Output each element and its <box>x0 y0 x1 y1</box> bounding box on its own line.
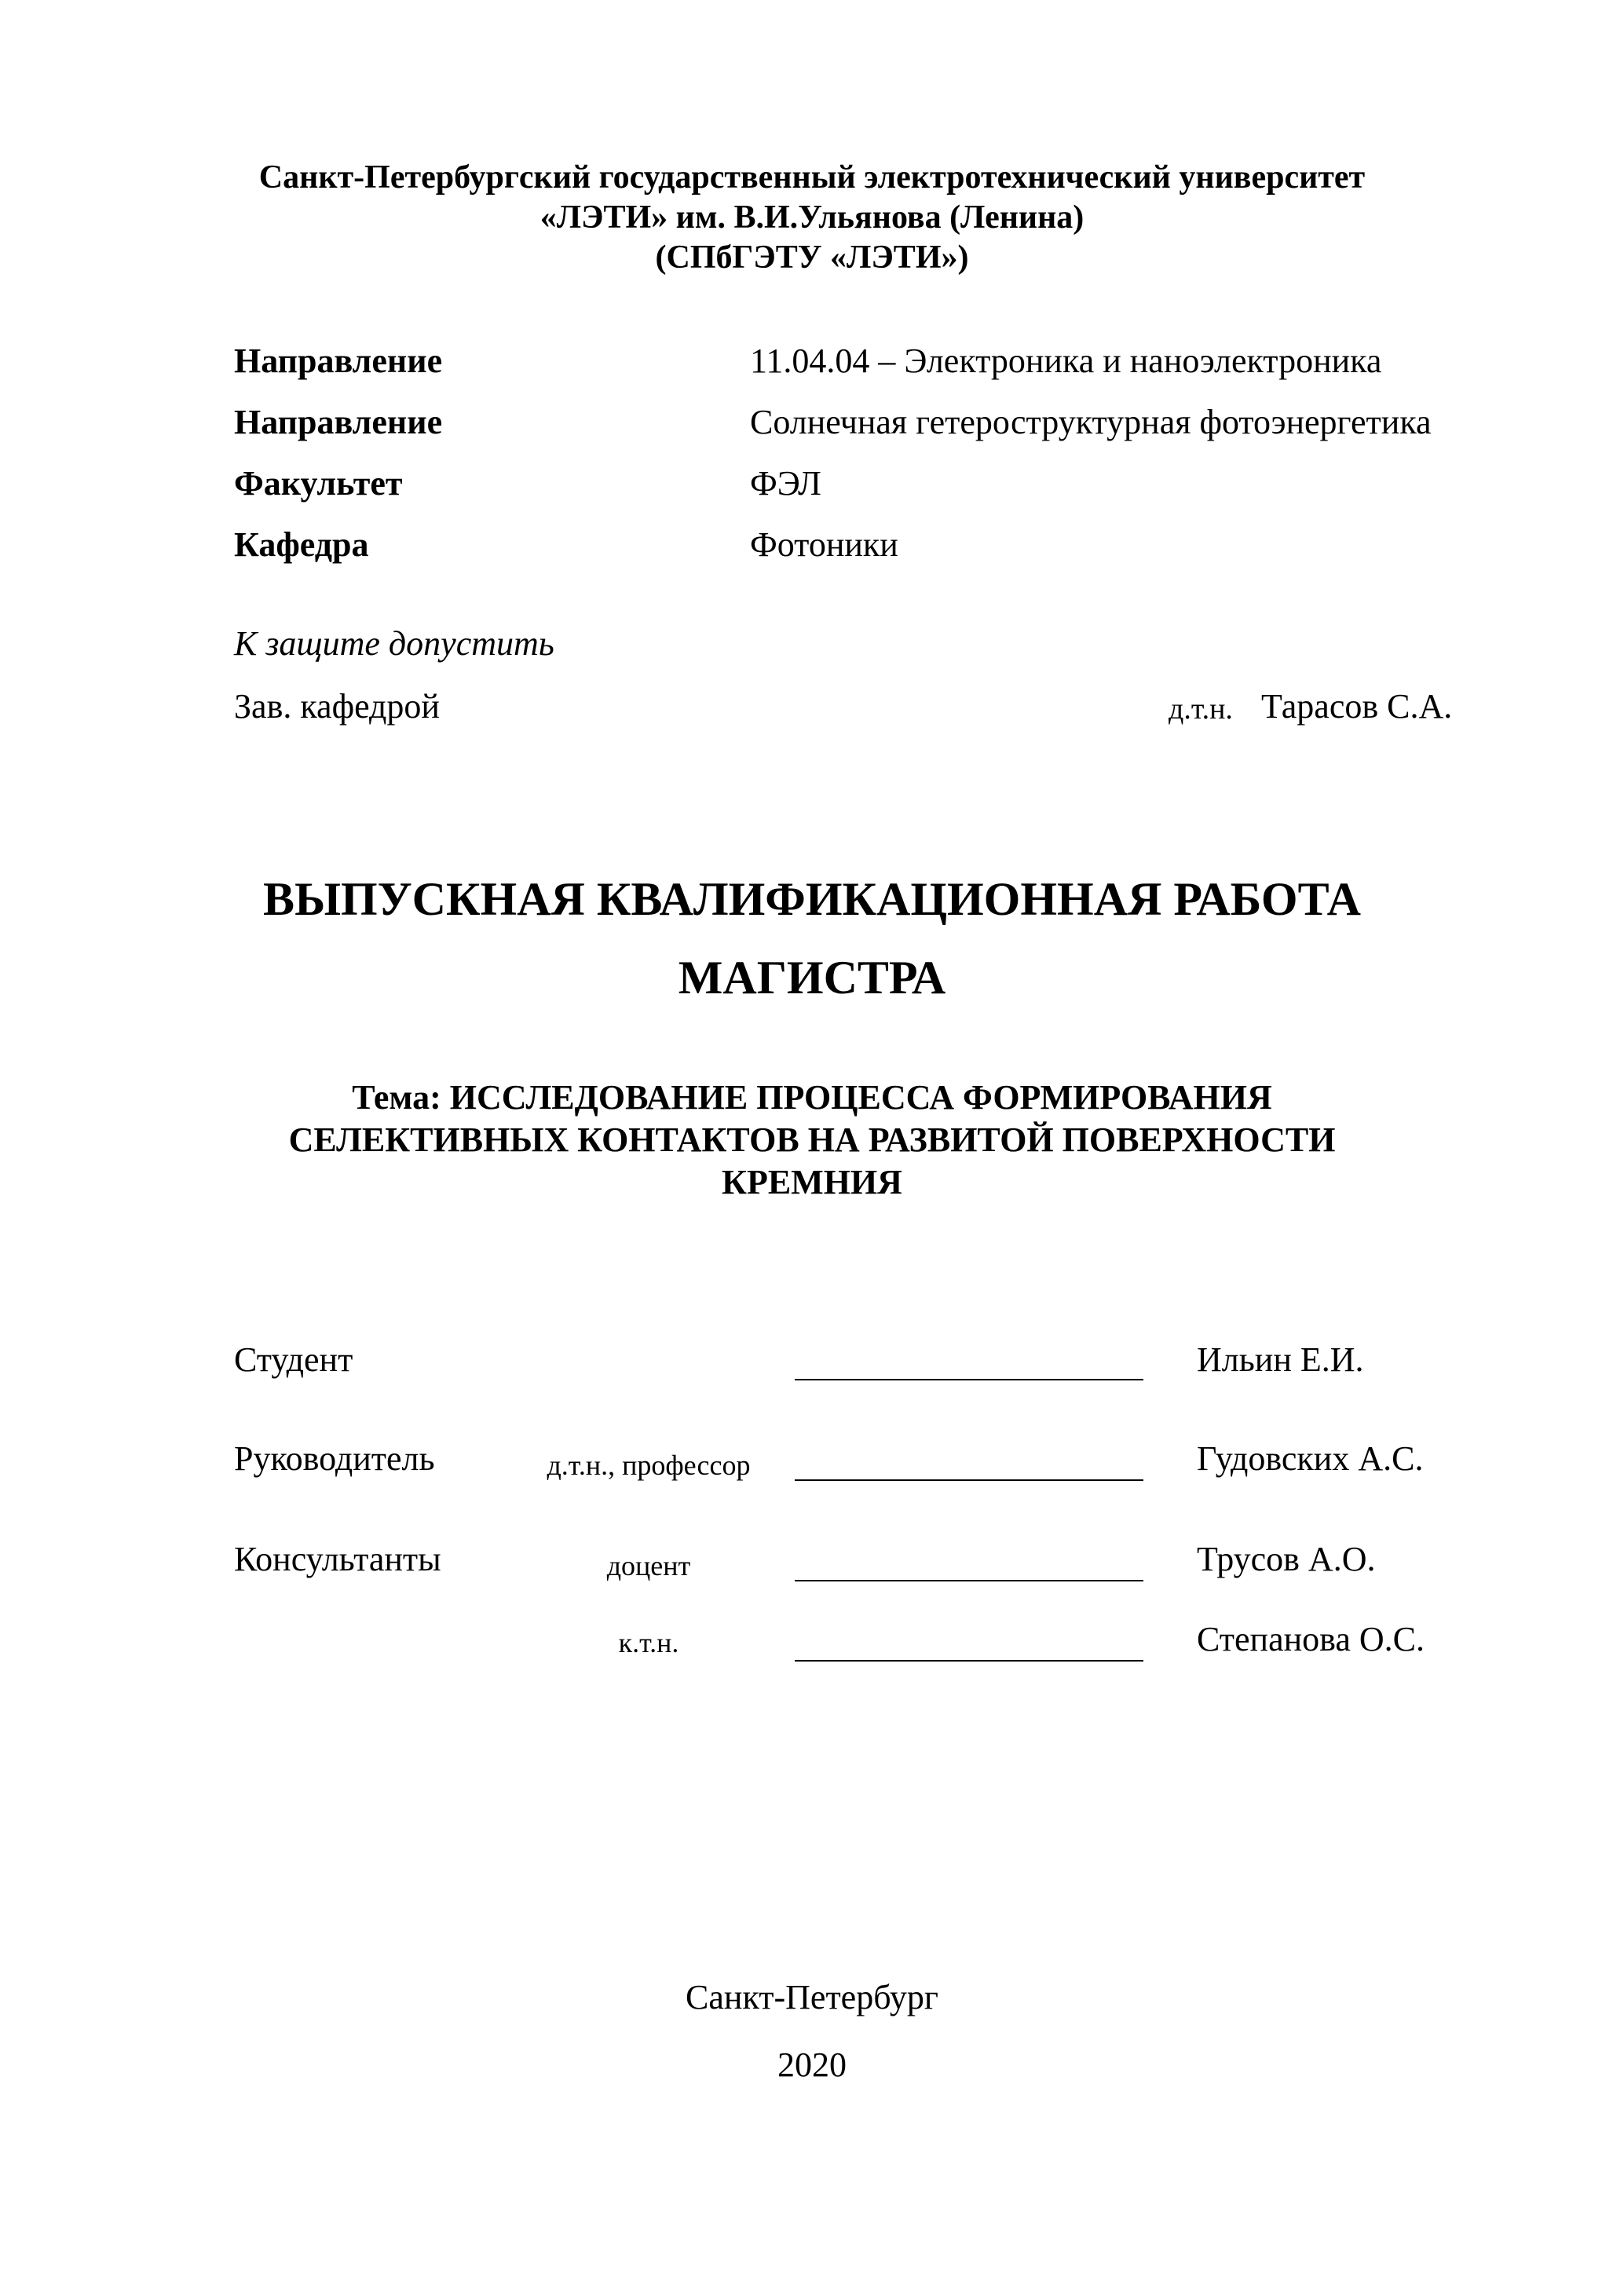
signature-degree-supervisor: д.т.н., профессор <box>547 1450 751 1481</box>
info-value-faculty: ФЭЛ <box>750 464 821 503</box>
info-label-department: Кафедра <box>234 525 369 564</box>
info-value-direction: 11.04.04 – Электроника и наноэлектроника <box>750 342 1382 380</box>
document-title-line1: ВЫПУСКНАЯ КВАЛИФИКАЦИОННАЯ РАБОТА <box>263 873 1361 925</box>
signature-line-student <box>795 1379 1143 1380</box>
signature-role-student: Студент <box>234 1340 353 1379</box>
signature-role-supervisor: Руководитель <box>234 1439 435 1478</box>
signature-name-student: Ильин Е.И. <box>1197 1340 1364 1379</box>
university-abbreviation: (СПбГЭТУ «ЛЭТИ») <box>655 239 969 276</box>
info-value-profile: Солнечная гетероструктурная фотоэнергетика <box>750 403 1432 441</box>
info-label-faculty: Факультет <box>234 464 403 503</box>
approval-note: К защите допустить <box>234 624 554 663</box>
topic-line1: Тема: ИССЛЕДОВАНИЕ ПРОЦЕССА ФОРМИРОВАНИЯ <box>352 1078 1272 1117</box>
info-label-profile: Направление <box>234 403 443 441</box>
signature-degree-consultant2: к.т.н. <box>618 1627 679 1658</box>
approval-degree: д.т.н. <box>1169 693 1233 726</box>
document-title-line2: МАГИСТРА <box>678 952 946 1004</box>
topic-line2: СЕЛЕКТИВНЫХ КОНТАКТОВ НА РАЗВИТОЙ ПОВЕРХНОСТИ <box>288 1121 1336 1159</box>
signature-line-supervisor <box>795 1479 1143 1481</box>
signature-degree-consultant1: доцент <box>606 1550 691 1581</box>
university-name-line2: «ЛЭТИ» им. В.И.Ульянова (Ленина) <box>540 199 1084 236</box>
topic-line3: КРЕМНИЯ <box>722 1163 902 1201</box>
info-label-direction: Направление <box>234 342 443 380</box>
university-name-line1: Санкт-Петербургский государственный электротехнический университет <box>258 159 1366 196</box>
signature-name-supervisor: Гудовских А.С. <box>1197 1439 1424 1478</box>
footer-year: 2020 <box>777 2046 847 2084</box>
signature-name-consultant1: Трусов А.О. <box>1197 1540 1376 1578</box>
signature-line-consultant1 <box>795 1580 1143 1581</box>
approval-role: Зав. кафедрой <box>234 687 440 726</box>
signature-role-consultants: Консультанты <box>234 1540 441 1578</box>
signature-name-consultant2: Степанова О.С. <box>1197 1620 1425 1658</box>
footer-city: Санкт-Петербург <box>686 1978 938 2016</box>
approval-name: Тарасов С.А. <box>1261 687 1453 726</box>
signature-line-consultant2 <box>795 1660 1143 1662</box>
info-value-department: Фотоники <box>750 525 898 564</box>
